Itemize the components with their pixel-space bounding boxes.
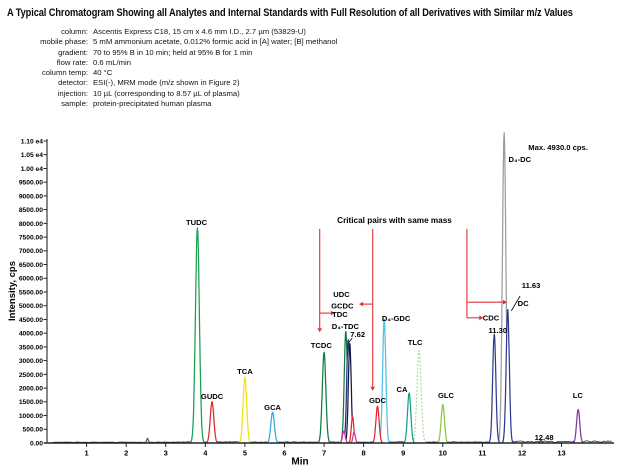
condition-row	[0, 58, 337, 68]
y-tick-label: 2000.00	[18, 385, 43, 393]
condition-label: detector:	[58, 78, 88, 88]
peak-label: 11.63	[521, 280, 541, 290]
x-tick-label: 1	[84, 448, 89, 458]
y-tick-label: 3500.00	[18, 344, 43, 352]
critical-pairs-label: Critical pairs with same mass	[337, 216, 452, 226]
peak-label: 12.48	[534, 433, 554, 442]
peak-GCA	[266, 412, 278, 443]
y-tick-label: 6000.00	[18, 275, 43, 283]
x-tick-label: 4	[203, 448, 208, 458]
condition-row	[0, 48, 337, 58]
peak-label: 7.62	[350, 330, 366, 339]
y-tick-label: 1.00 e4	[20, 165, 43, 173]
peak-TUDC	[191, 228, 205, 443]
peak-GUDC	[206, 402, 219, 443]
condition-value: ESI(-), MRM mode (m/z shown in Figure 2)	[93, 78, 240, 88]
peak-TCDC	[318, 352, 331, 442]
x-tick-label: 6	[282, 448, 287, 458]
peak-LC	[573, 410, 584, 443]
x-axis-title: Min	[291, 456, 309, 468]
peak-label: TUDC	[186, 218, 208, 227]
condition-label: column temp:	[41, 68, 88, 78]
peak-label: D₄-TDC	[331, 322, 360, 332]
condition-row	[0, 89, 337, 99]
x-tick-label: 10	[438, 448, 447, 458]
x-tick-label: 11	[478, 448, 487, 458]
x-tick-label: 12	[517, 448, 527, 458]
y-tick-label: 4500.00	[18, 316, 43, 324]
y-tick-label: 1500.00	[18, 399, 43, 407]
peak-label: GCA	[264, 403, 282, 413]
peak-CDC	[489, 334, 500, 443]
condition-row	[0, 68, 337, 78]
y-tick-label: 6500.00	[18, 261, 43, 269]
condition-value: protein-precipitated human plasma	[93, 99, 212, 109]
peak-label: Max. 4930.0 cps.	[528, 143, 588, 153]
y-tick-label: 7500.00	[18, 234, 43, 242]
condition-label: column:	[61, 27, 88, 36]
peak-label: LC	[572, 391, 583, 400]
peak-label: GLC	[437, 391, 455, 400]
y-axis-title: Intensity, cps	[7, 260, 18, 322]
peak-label: GUDC	[200, 392, 224, 402]
y-axis-ticks	[19, 138, 47, 447]
y-tick-label: 8500.00	[18, 207, 43, 214]
condition-value: 10 µL (corresponding to 8.57 µL of plasma)	[93, 88, 240, 98]
y-tick-label: 2500.00	[18, 371, 43, 379]
x-tick-label: 8	[361, 448, 366, 458]
peak-label: TCA	[237, 367, 253, 377]
condition-row	[0, 27, 337, 37]
y-tick-label: 7000.00	[18, 248, 43, 256]
peak-baselineblip	[145, 438, 151, 443]
peak-label: CDC	[482, 313, 500, 323]
condition-row	[0, 99, 337, 109]
condition-value: 5 mM ammonium acetate, 0.012% formic acid in [A] water; [B] methanol	[93, 37, 338, 47]
peak-DGDC	[379, 319, 390, 443]
x-axis-ticks	[85, 443, 566, 458]
y-tick-label: 3000.00	[18, 358, 43, 365]
y-tick-label: 1.05 e4	[20, 152, 43, 160]
peak-label: GCDC	[331, 301, 354, 311]
peak-label: UDC	[333, 289, 350, 299]
peak-CA	[403, 393, 415, 443]
x-tick-label: 13	[557, 448, 566, 458]
y-tick-label: 8000.00	[18, 220, 43, 228]
x-tick-label: 2	[124, 448, 129, 458]
page-title: A Typical Chromatogram Showing all Analytes and Internal Standards with Full Resolution of all Derivatives with Similar m/z Values	[7, 7, 573, 19]
condition-value: Ascentis Express C18, 15 cm x 4.6 mm I.D., 2.7 µm (53829-U)	[93, 27, 306, 36]
y-tick-label: 9000.00	[18, 193, 43, 201]
conditions-table	[0, 27, 337, 109]
y-tick-label: 500.00	[22, 426, 43, 434]
peak-label: DC	[517, 299, 529, 308]
condition-value: 70 to 95% B in 10 min; held at 95% B for 1 min	[93, 47, 253, 57]
peak-label: 11.30	[488, 325, 508, 335]
condition-value: 0.6 mL/min	[93, 57, 132, 67]
condition-value: 40 °C	[93, 68, 113, 78]
condition-row	[0, 78, 337, 88]
condition-row	[0, 37, 337, 47]
peak-label: GDC	[369, 395, 386, 405]
condition-label: injection:	[57, 88, 88, 98]
condition-label: sample:	[61, 99, 88, 109]
peak-label: CA	[396, 384, 408, 394]
peak-label: TCDC	[310, 341, 332, 350]
y-tick-label: 1000.00	[18, 412, 43, 420]
y-tick-label: 1.10 e4	[20, 138, 43, 146]
peak-label: TDC	[332, 310, 348, 319]
x-tick-label: 3	[163, 448, 168, 458]
condition-label: flow rate:	[56, 57, 88, 67]
y-tick-label: 0.00	[29, 440, 43, 448]
peak-TCA	[239, 377, 251, 443]
y-tick-label: 5500.00	[18, 289, 43, 297]
condition-label: gradient:	[58, 47, 88, 57]
peak-label: D₄-DC	[508, 155, 532, 165]
peak-GLC	[437, 405, 449, 443]
y-tick-label: 4000.00	[18, 330, 43, 338]
condition-label: mobile phase:	[40, 37, 88, 47]
peak-TLC	[412, 351, 426, 443]
x-tick-label: 5	[242, 448, 247, 458]
peak-label: D₄-GDC	[381, 314, 411, 324]
peak-label: TLC	[407, 338, 423, 347]
y-tick-label: 9500.00	[18, 179, 43, 187]
y-tick-label: 5000.00	[18, 303, 43, 311]
x-tick-label: 7	[322, 448, 327, 458]
x-tick-label: 9	[401, 448, 406, 458]
